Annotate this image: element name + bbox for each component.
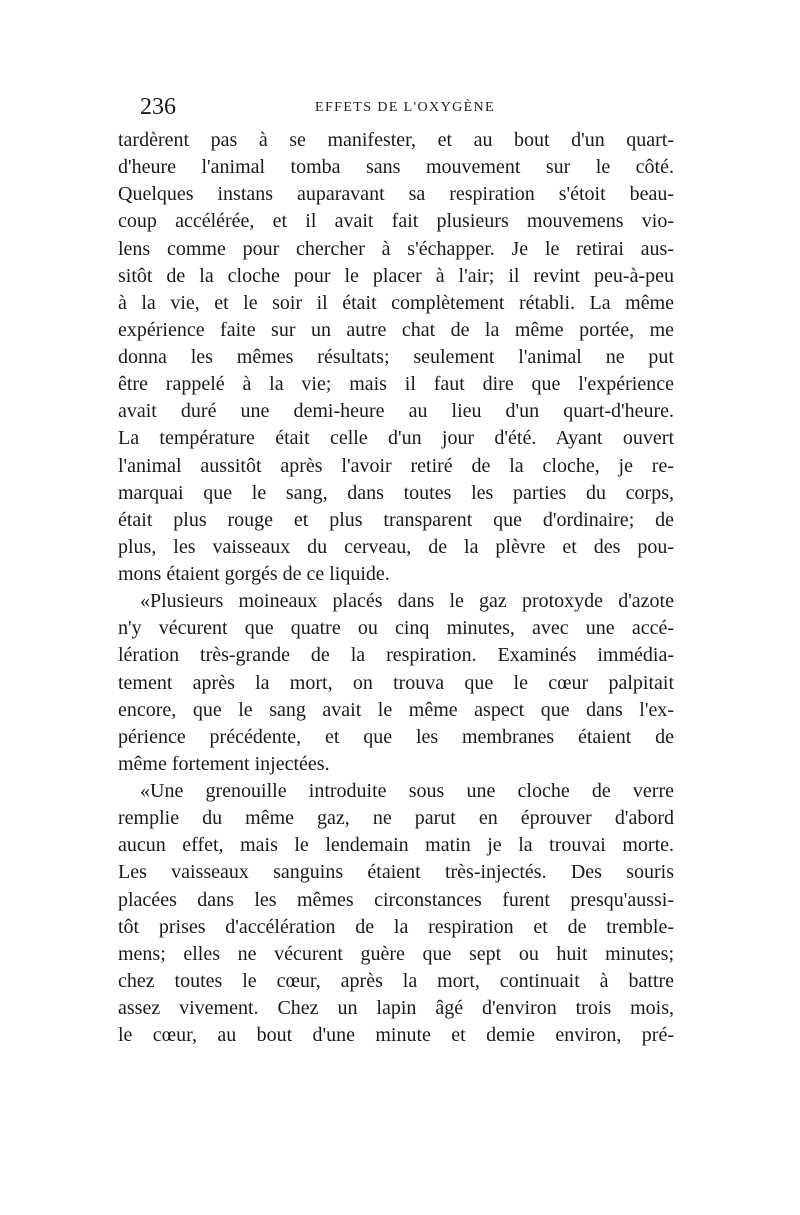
text-line: assez vivement. Chez un lapin âgé d'environ trois mois, (118, 997, 674, 1019)
text-line: coup accélérée, et il avait fait plusieurs mouvemens vio- (118, 210, 674, 233)
text-line: «Une grenouille introduite sous une cloche de verre (140, 780, 674, 802)
text-line: lération très-grande de la respiration. Examinés immédia- (118, 644, 674, 667)
text-line: le cœur, au bout d'une minute et demie environ, pré- (118, 1024, 674, 1047)
text-line: marquai que le sang, dans toutes les parties du corps, (118, 481, 674, 504)
text-line: être rappelé à la vie; mais il faut dire que l'expérience (118, 373, 674, 396)
text-line: La température était celle d'un jour d'été. Ayant ouvert (118, 427, 674, 450)
running-head (140, 92, 670, 122)
text-line: l'animal aussitôt après l'avoir retiré de la cloche, je re- (118, 454, 674, 477)
text-line: plus, les vaisseaux du cerveau, de la plèvre et des pou- (118, 535, 674, 558)
page-number: 236 (140, 94, 176, 120)
text-line: périence précédente, et que les membranes étaient de (118, 725, 674, 748)
text-line: remplie du même gaz, ne parut en éprouver d'abord (118, 807, 674, 830)
text-line: Les vaisseaux sanguins étaient très-injectés. Des souris (118, 861, 674, 884)
text-line: tardèrent pas à se manifester, et au bout d'un quart- (118, 129, 674, 151)
text-line: d'heure l'animal tomba sans mouvement sur le côté. (118, 156, 674, 179)
text-line: même fortement injectées. (118, 752, 330, 775)
text-line: à la vie, et le soir il était complètement rétabli. La même (118, 291, 674, 314)
text-line: mens; elles ne vécurent guère que sept ou huit minutes; (118, 942, 674, 965)
text-line: aucun effet, mais le lendemain matin je la trouvai morte. (118, 834, 674, 857)
text-line: mons étaient gorgés de ce liquide. (118, 563, 390, 585)
text-line: avait duré une demi-heure au lieu d'un quart-d'heure. (118, 400, 674, 423)
text-line: placées dans les mêmes circonstances furent presqu'aussi- (118, 888, 674, 911)
body-text (118, 127, 674, 1049)
text-line: donna les mêmes résultats; seulement l'animal ne put (118, 346, 674, 368)
text-line: «Plusieurs moineaux placés dans le gaz protoxyde d'azote (140, 590, 674, 613)
running-title: EFFETS DE L'OXYGÈNE (315, 100, 496, 115)
text-line: encore, que le sang avait le même aspect que dans l'ex- (118, 698, 674, 721)
text-line: tôt prises d'accélération de la respiration et de tremble- (118, 915, 674, 938)
text-line: sitôt de la cloche pour le placer à l'air; il revint peu-à-peu (118, 264, 674, 287)
text-line: chez toutes le cœur, après la mort, continuait à battre (118, 969, 674, 992)
text-line: expérience faite sur un autre chat de la même portée, me (118, 318, 674, 341)
text-line: Quelques instans auparavant sa respiration s'étoit beau- (118, 183, 674, 206)
text-line: lens comme pour chercher à s'échapper. Je le retirai aus- (118, 237, 674, 260)
text-line: tement après la mort, on trouva que le cœur palpitait (118, 671, 674, 694)
text-line: n'y vécurent que quatre ou cinq minutes, avec une accé- (118, 617, 674, 640)
text-line: était plus rouge et plus transparent que d'ordinaire; de (118, 508, 674, 531)
